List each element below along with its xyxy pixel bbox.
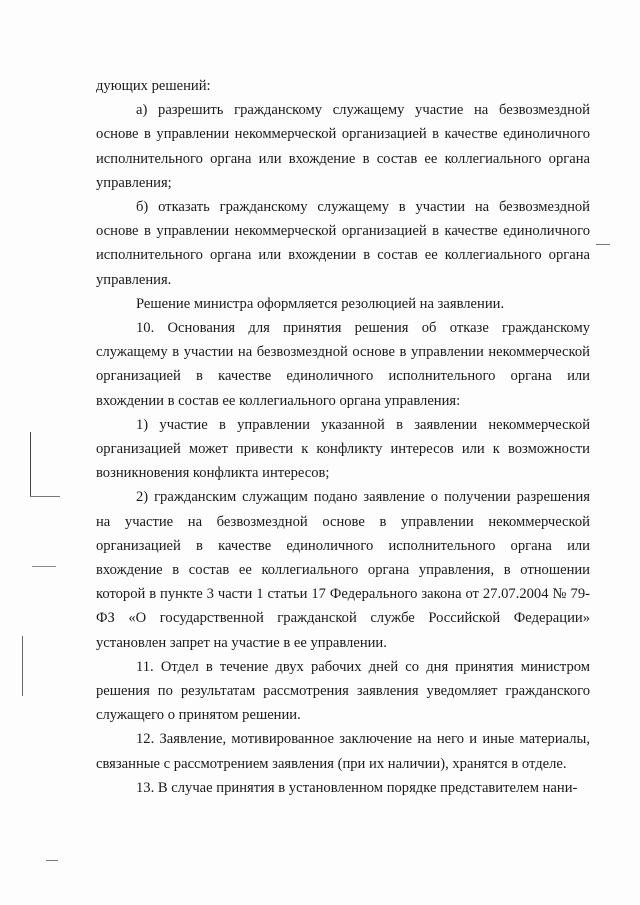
paragraph-subitem-2: 2) гражданским служащим подано заявление о получении разрешения на участие на безвозмездной основе в управлении некоммерческой организацией в качестве единоличного исполнительного органа или вхождение в состав ее коллегиального органа управления, в отношении которой в пункте 3 части 1 статьи 17 Федерального закона от 27.07.2004 № 79-ФЗ «О государственной гражданской службе Российской Федерации» установлен запрет на участие в ее управлении. <box>96 489 590 651</box>
scan-artifact-left-tick <box>32 566 56 567</box>
paragraph-item-12: 12. Заявление, мотивированное заключение на него и иные материалы, связанные с рассмотрением заявления (при их наличии), хранятся в отделе. <box>96 731 590 772</box>
paragraph-minister-decision: Решение министра оформляется резолюцией на заявлении. <box>136 295 505 312</box>
paragraph-option-b: б) отказать гражданскому служащему в участии на безвозмездной основе в управлении некоммерческой организацией в качестве единоличного исполнительного органа или вхождении в состав ее коллегиального органа управления. <box>96 199 590 288</box>
scan-artifact-left-line <box>22 636 23 696</box>
paragraph-continuation: дующих решений: <box>96 78 211 94</box>
paragraph-item-11: 11. Отдел в течение двух рабочих дней со дня принятия министром решения по результатам рассмотрения заявления уведомляет гражданского служащего о принятом решении. <box>96 658 590 724</box>
scan-artifact-left-bracket-foot <box>30 496 60 497</box>
paragraph-item-10: 10. Основания для принятия решения об отказе гражданскому служащему в участии на безвозмездной основе в управлении некоммерческой организацией в качестве единоличного исполнительного органа или вхождении в состав ее коллегиального органа управления: <box>96 320 590 409</box>
paragraph-item-13: 13. В случае принятия в установленном порядке представителем нани- <box>136 779 578 796</box>
document-body <box>96 74 590 800</box>
paragraph-subitem-1: 1) участие в управлении указанной в заявлении некоммерческой организацией может привести к конфликту интересов или к возможности возникновения конфликта интересов; <box>96 416 590 482</box>
scan-artifact-left-bracket <box>30 432 31 496</box>
paragraph-option-a: а) разрешить гражданскому служащему участие на безвозмездной основе в управлении некоммерческой организацией в качестве единоличного исполнительного органа или вхождение в состав ее коллегиального органа управления; <box>96 102 590 191</box>
scan-artifact-bottom-dash <box>46 860 58 861</box>
scan-artifact-right-dash <box>596 244 610 245</box>
